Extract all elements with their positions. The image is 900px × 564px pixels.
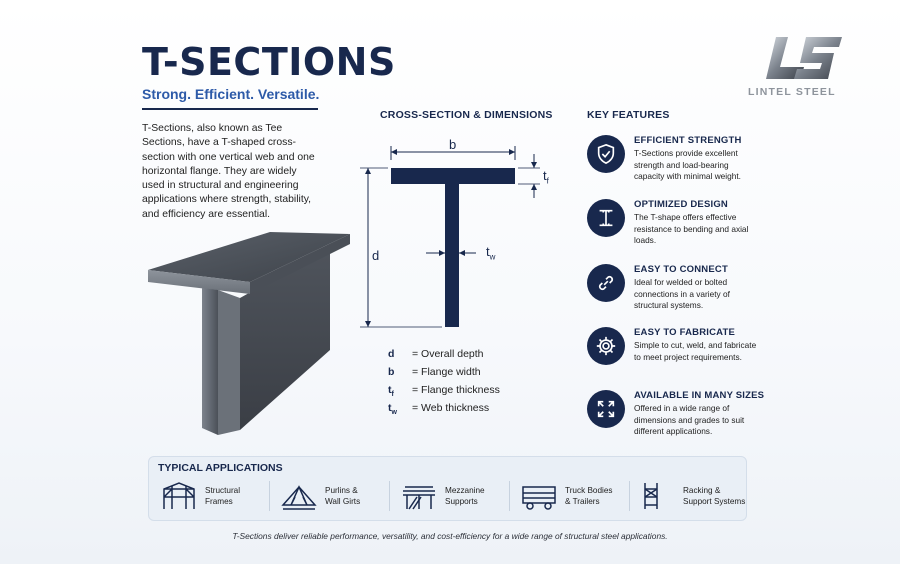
intro-paragraph: T-Sections, also known as Tee Sections, have a T-shaped cross-section with one vertical web and one horizontal flange. They are widely used in structural and engineering applications where strength, stability, and efficiency are essential. <box>142 123 315 220</box>
roof-truss-icon <box>281 481 317 511</box>
application-label: & Trailers <box>565 497 600 506</box>
feature-item <box>587 390 787 446</box>
application-label: Mezzanine <box>445 486 485 495</box>
dim-b-label: b <box>449 137 457 152</box>
truck-icon <box>521 481 557 511</box>
subtitle-underline <box>142 108 318 110</box>
feature-desc: Simple to cut, weld, and fabricate to meet project requirements. <box>634 340 757 362</box>
legend-row: $t_w$ = Web thickness <box>388 402 490 417</box>
feature-title: AVAILABLE IN MANY SIZES <box>634 390 765 401</box>
feature-item <box>587 199 787 255</box>
application-label: Racking & <box>683 486 721 495</box>
dim-d-label: d <box>372 248 380 263</box>
feature-title: EASY TO CONNECT <box>634 264 728 275</box>
divider <box>509 481 510 511</box>
mezzanine-icon <box>401 481 437 511</box>
application-label: Wall Girts <box>325 497 361 506</box>
t-section-3d-image <box>140 230 355 440</box>
page-title: T-SECTIONS <box>142 40 396 84</box>
feature-desc: T-Sections provide excellent strength and load-bearing capacity with minimal weight. <box>634 148 741 181</box>
application-item <box>161 481 240 511</box>
dim-tw-label: $t_w$ <box>486 244 496 262</box>
application-item <box>401 481 485 511</box>
expand-icon <box>587 390 625 428</box>
feature-title: EFFICIENT STRENGTH <box>634 135 742 146</box>
application-label: Purlins & <box>325 486 358 495</box>
application-label: Frames <box>205 497 233 506</box>
application-label: Truck Bodies <box>565 486 613 495</box>
dimension-legend <box>388 348 500 420</box>
application-item <box>521 481 612 511</box>
gear-icon <box>587 327 625 365</box>
feature-desc: Ideal for welded or bolted connections in a variety of structural systems. <box>634 277 730 310</box>
feature-desc: Offered in a wide range of dimensions and grades to suit different applications. <box>634 403 745 436</box>
cross-section-diagram <box>350 130 570 340</box>
application-label: Structural <box>205 486 241 495</box>
page-subtitle: Strong. Efficient. Versatile. <box>142 86 320 102</box>
dim-tf-label: $t_f$ <box>543 168 549 186</box>
i-beam-icon <box>587 199 625 237</box>
application-label: Support Systems <box>683 497 746 506</box>
legend-row: d = Overall depth <box>388 348 484 360</box>
legend-row: b = Flange width <box>388 366 481 378</box>
applications-heading: TYPICAL APPLICATIONS <box>158 462 283 474</box>
racking-icon <box>639 481 675 511</box>
feature-item <box>587 135 787 191</box>
web-shape <box>445 184 459 327</box>
feature-title: OPTIMIZED DESIGN <box>634 199 728 210</box>
ls-logo-icon <box>764 35 844 83</box>
shield-check-icon <box>587 135 625 173</box>
application-label: Supports <box>445 497 478 506</box>
cross-section-heading: CROSS-SECTION & DIMENSIONS <box>380 109 553 121</box>
flange-shape <box>391 168 515 184</box>
divider <box>269 481 270 511</box>
feature-desc: The T-shape offers effective resistance to bending and axial loads. <box>634 212 749 245</box>
application-item <box>639 481 745 511</box>
divider <box>629 481 630 511</box>
divider <box>389 481 390 511</box>
application-item <box>281 481 360 511</box>
link-icon <box>587 264 625 302</box>
applications-panel <box>148 456 747 521</box>
footer-tagline: T-Sections deliver reliable performance, versatility, and cost-efficiency for a wide range of structural steel applications. <box>232 531 668 541</box>
feature-item <box>587 327 787 383</box>
key-features-heading: KEY FEATURES <box>587 109 670 121</box>
legend-row: $t_f$ = Flange thickness <box>388 384 500 399</box>
feature-item <box>587 264 787 320</box>
feature-title: EASY TO FABRICATE <box>634 327 736 338</box>
structural-frame-icon <box>161 481 197 511</box>
logo-wordmark: LINTEL STEEL <box>748 86 836 98</box>
